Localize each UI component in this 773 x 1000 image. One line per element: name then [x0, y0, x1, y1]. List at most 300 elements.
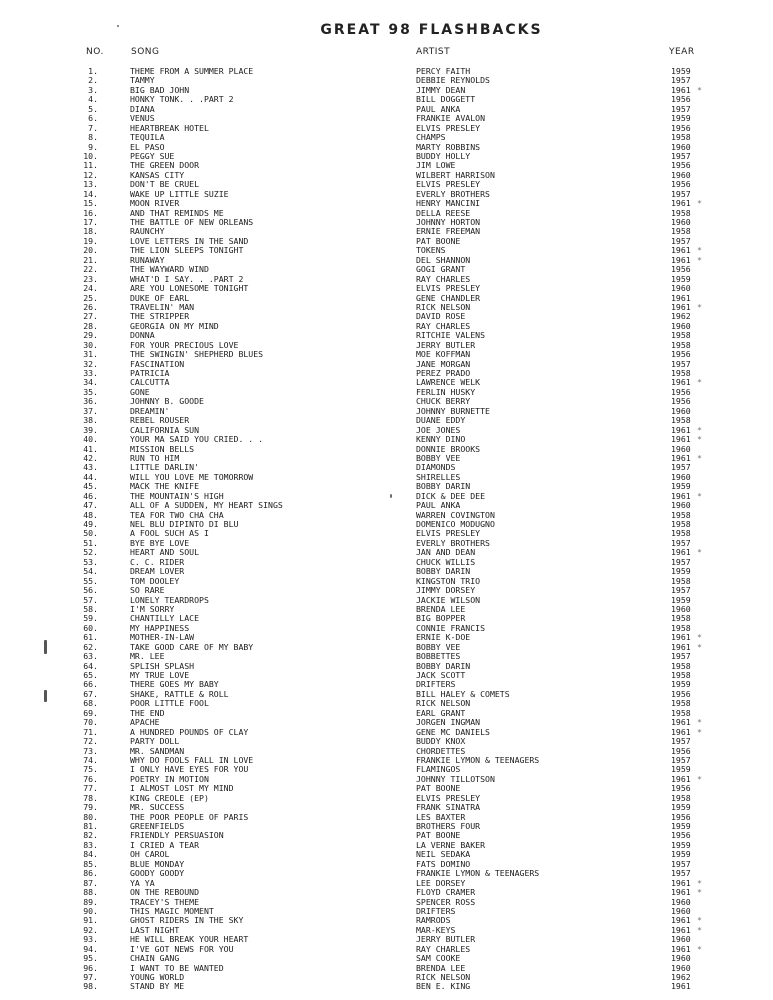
row-number: 67.	[83, 688, 98, 699]
column-header-no: NO.	[86, 47, 104, 57]
release-year: 1958	[671, 698, 691, 709]
release-year: 1961	[671, 547, 691, 558]
song-title: DON'T BE CRUEL	[130, 179, 200, 190]
table-row	[0, 765, 773, 774]
song-title: WHAT'D I SAY. . .PART 2	[130, 273, 244, 284]
release-year: 1958	[671, 132, 691, 143]
row-number: 88.	[83, 887, 98, 898]
artist-name: LAWRENCE WELK	[416, 377, 481, 388]
artist-name: FLAMINGOS	[416, 764, 461, 775]
row-number: 19.	[83, 235, 98, 246]
row-number: 59.	[83, 613, 98, 624]
song-title: JOHNNY B. GOODE	[130, 396, 204, 407]
song-title: POOR LITTLE FOOL	[130, 698, 209, 709]
song-title: GREENFIELDS	[130, 821, 185, 831]
artist-name: LES BAXTER	[416, 811, 466, 822]
release-year: 1961	[671, 981, 691, 992]
artist-name: CHAMPS	[416, 132, 446, 143]
table-row	[0, 463, 773, 472]
table-row	[0, 718, 773, 727]
artist-name: ERNIE FREEMAN	[416, 226, 481, 237]
margin-mark: *	[697, 887, 702, 898]
margin-mark: *	[697, 452, 702, 463]
artist-name: FATS DOMINO	[416, 858, 471, 869]
artist-name: SPENCER ROSS	[416, 896, 476, 907]
row-number: 56.	[83, 585, 98, 596]
row-number: 95.	[83, 953, 98, 964]
row-number: 68.	[83, 698, 98, 709]
table-row	[0, 841, 773, 850]
release-year: 1961	[671, 641, 691, 652]
table-row	[0, 152, 773, 161]
artist-name: MARTY ROBBINS	[416, 141, 481, 152]
table-row	[0, 435, 773, 444]
artist-name: JIMMY DEAN	[416, 84, 466, 95]
table-row	[0, 699, 773, 708]
table-row	[0, 76, 773, 85]
table-row	[0, 511, 773, 520]
song-title: I CRIED A TEAR	[130, 839, 200, 850]
table-row	[0, 954, 773, 963]
table-row	[0, 312, 773, 321]
song-title: KANSAS CITY	[130, 169, 185, 180]
song-title: OH CAROL	[130, 849, 170, 860]
table-row	[0, 161, 773, 170]
row-number: 55.	[83, 575, 98, 586]
row-number: 31.	[83, 349, 98, 360]
row-number: 1.	[88, 66, 98, 76]
release-year: 1959	[671, 849, 691, 860]
table-row	[0, 539, 773, 548]
row-number: 14.	[83, 188, 98, 199]
song-title: THE MOUNTAIN'S HIGH	[130, 490, 224, 501]
song-title: FASCINATION	[130, 358, 185, 369]
artist-name: JOHNNY TILLOTSON	[416, 773, 495, 784]
release-year: 1958	[671, 575, 691, 586]
song-title: CHAIN GANG	[130, 953, 180, 964]
release-year: 1958	[671, 509, 691, 520]
release-year: 1959	[671, 764, 691, 775]
artist-name: GOGI GRANT	[416, 264, 466, 275]
row-number: 77.	[83, 783, 98, 794]
song-title: LONELY TEARDROPS	[130, 594, 209, 605]
song-title: LAST NIGHT	[130, 924, 180, 935]
artist-name: BOBBETTES	[416, 651, 461, 662]
song-title: PARTY DOLL	[130, 736, 180, 747]
release-year: 1959	[671, 594, 691, 605]
row-number: 33.	[83, 368, 98, 378]
artist-name: FRANKIE LYMON & TEENAGERS	[416, 754, 540, 765]
artist-name: GENE MC DANIELS	[416, 726, 490, 737]
release-year: 1956	[671, 122, 691, 133]
artist-name: DUANE EDDY	[416, 415, 466, 426]
row-number: 92.	[83, 924, 98, 935]
song-title: VENUS	[130, 113, 155, 124]
table-row	[0, 227, 773, 236]
release-year: 1961	[671, 877, 691, 888]
row-number: 93.	[83, 934, 98, 945]
song-title: DONNA	[130, 330, 155, 341]
release-year: 1956	[671, 811, 691, 822]
song-title: BIG BAD JOHN	[130, 84, 190, 95]
margin-mark: *	[697, 924, 702, 935]
release-year: 1957	[671, 754, 691, 765]
row-number: 52.	[83, 547, 98, 558]
release-year: 1958	[671, 670, 691, 680]
release-year: 1961	[671, 377, 691, 388]
table-row	[0, 614, 773, 623]
artist-name: BOBBY DARIN	[416, 481, 471, 492]
song-title: RUNAWAY	[130, 254, 165, 265]
release-year: 1957	[671, 651, 691, 662]
release-year: 1960	[671, 405, 691, 416]
song-title: HEARTBREAK HOTEL	[130, 122, 209, 133]
table-row	[0, 350, 773, 359]
song-title: DREAM LOVER	[130, 566, 185, 577]
artist-name: RITCHIE VALENS	[416, 330, 486, 341]
scan-mark	[44, 690, 47, 702]
song-title: APACHE	[130, 717, 160, 728]
row-number: 58.	[83, 603, 98, 614]
row-number: 49.	[83, 519, 98, 529]
row-number: 37.	[83, 405, 98, 416]
table-row	[0, 237, 773, 246]
artist-name: BUDDY KNOX	[416, 736, 466, 747]
table-row	[0, 124, 773, 133]
artist-name: JOHNNY BURNETTE	[416, 405, 490, 416]
release-year: 1958	[671, 792, 691, 803]
scan-speck	[390, 494, 392, 498]
artist-name: TOKENS	[416, 245, 446, 256]
release-year: 1961	[671, 717, 691, 728]
artist-name: DOMENICO MODUGNO	[416, 519, 495, 529]
table-row	[0, 114, 773, 123]
artist-name: JAN AND DEAN	[416, 547, 476, 558]
table-row	[0, 501, 773, 510]
row-number: 15.	[83, 198, 98, 209]
row-number: 62.	[83, 641, 98, 652]
artist-name: JACK SCOTT	[416, 670, 466, 680]
column-header-year: YEAR	[669, 47, 695, 57]
table-row	[0, 907, 773, 916]
artist-name: BUDDY HOLLY	[416, 150, 471, 161]
release-year: 1961	[671, 424, 691, 435]
row-number: 34.	[83, 377, 98, 388]
row-number: 90.	[83, 905, 98, 916]
table-row	[0, 558, 773, 567]
song-title: MOTHER-IN-LAW	[130, 632, 195, 643]
artist-name: RAY CHARLES	[416, 943, 471, 954]
song-title: BYE BYE LOVE	[130, 537, 190, 548]
table-row	[0, 690, 773, 699]
row-number: 47.	[83, 500, 98, 511]
song-title: THIS MAGIC MOMENT	[130, 905, 214, 916]
release-year: 1957	[671, 188, 691, 199]
table-row	[0, 256, 773, 265]
artist-name: PAT BOONE	[416, 830, 461, 841]
table-row	[0, 633, 773, 642]
song-title: I'VE GOT NEWS FOR YOU	[130, 943, 234, 954]
song-title: HEART AND SOUL	[130, 547, 200, 558]
artist-name: BOBBY DARIN	[416, 660, 471, 671]
artist-name: CHUCK BERRY	[416, 396, 471, 407]
release-year: 1956	[671, 94, 691, 105]
song-title: DIANA	[130, 103, 155, 114]
artist-name: JACKIE WILSON	[416, 594, 481, 605]
row-number: 82.	[83, 830, 98, 841]
artist-name: JORGEN INGMAN	[416, 717, 481, 728]
song-title: TAKE GOOD CARE OF MY BABY	[130, 641, 254, 652]
release-year: 1960	[671, 500, 691, 511]
row-number: 8.	[88, 132, 98, 143]
release-year: 1961	[671, 292, 691, 303]
table-row	[0, 794, 773, 803]
release-year: 1958	[671, 622, 691, 633]
row-number: 96.	[83, 962, 98, 973]
row-number: 50.	[83, 528, 98, 539]
release-year: 1959	[671, 839, 691, 850]
artist-name: EVERLY BROTHERS	[416, 537, 490, 548]
artist-name: JOE JONES	[416, 424, 461, 435]
artist-name: FLOYD CRAMER	[416, 887, 476, 898]
artist-name: MOE KOFFMAN	[416, 349, 471, 360]
song-title: LITTLE DARLIN'	[130, 462, 200, 473]
artist-name: SHIRELLES	[416, 471, 461, 482]
release-year: 1958	[671, 339, 691, 350]
song-title: RAUNCHY	[130, 226, 165, 237]
song-title: NEL BLU DIPINTO DI BLU	[130, 519, 239, 529]
table-row	[0, 803, 773, 812]
table-row	[0, 482, 773, 491]
song-title: I WANT TO BE WANTED	[130, 962, 224, 973]
song-title: THE WAYWARD WIND	[130, 264, 209, 275]
row-number: 24.	[83, 283, 98, 294]
row-number: 44.	[83, 471, 98, 482]
row-number: 42.	[83, 452, 98, 463]
release-year: 1961	[671, 943, 691, 954]
table-row	[0, 445, 773, 454]
row-number: 78.	[83, 792, 98, 803]
table-row	[0, 426, 773, 435]
song-list	[0, 67, 773, 992]
release-year: 1961	[671, 254, 691, 265]
table-row	[0, 926, 773, 935]
table-row	[0, 322, 773, 331]
release-year: 1959	[671, 273, 691, 284]
song-title: GOODY GOODY	[130, 868, 185, 879]
artist-name: ELVIS PRESLEY	[416, 122, 481, 133]
release-year: 1961	[671, 887, 691, 898]
row-number: 80.	[83, 811, 98, 822]
release-year: 1958	[671, 707, 691, 718]
table-row	[0, 246, 773, 255]
song-title: ARE YOU LONESOME TONIGHT	[130, 283, 249, 294]
artist-name: DELLA REESE	[416, 207, 471, 218]
artist-name: ERNIE K-DOE	[416, 632, 471, 643]
row-number: 29.	[83, 330, 98, 341]
row-number: 73.	[83, 745, 98, 756]
row-number: 81.	[83, 821, 98, 831]
release-year: 1957	[671, 150, 691, 161]
song-title: EL PASO	[130, 141, 165, 152]
artist-name: DEBBIE REYNOLDS	[416, 75, 490, 86]
artist-name: LA VERNE BAKER	[416, 839, 486, 850]
artist-name: DIAMONDS	[416, 462, 456, 473]
song-title: FOR YOUR PRECIOUS LOVE	[130, 339, 239, 350]
artist-name: WARREN COVINGTON	[416, 509, 495, 520]
release-year: 1958	[671, 528, 691, 539]
row-number: 94.	[83, 943, 98, 954]
table-row	[0, 567, 773, 576]
artist-name: BIG BOPPER	[416, 613, 466, 624]
release-year: 1958	[671, 613, 691, 624]
release-year: 1957	[671, 75, 691, 86]
row-number: 27.	[83, 311, 98, 322]
table-row	[0, 275, 773, 284]
row-number: 46.	[83, 490, 98, 501]
row-number: 21.	[83, 254, 98, 265]
artist-name: RAMRODS	[416, 915, 451, 926]
artist-name: FRANKIE AVALON	[416, 113, 486, 124]
margin-mark: *	[697, 424, 702, 435]
song-title: THERE GOES MY BABY	[130, 679, 219, 690]
release-year: 1959	[671, 679, 691, 690]
table-row	[0, 171, 773, 180]
release-year: 1956	[671, 745, 691, 756]
artist-name: CHORDETTES	[416, 745, 466, 756]
row-number: 64.	[83, 660, 98, 671]
table-row	[0, 709, 773, 718]
row-number: 16.	[83, 207, 98, 218]
artist-name: BILL HALEY & COMETS	[416, 688, 510, 699]
release-year: 1959	[671, 113, 691, 124]
song-title: C. C. RIDER	[130, 556, 185, 567]
row-number: 60.	[83, 622, 98, 633]
table-row	[0, 397, 773, 406]
row-number: 65.	[83, 670, 98, 680]
song-title: STAND BY ME	[130, 981, 185, 992]
table-row	[0, 822, 773, 831]
table-row	[0, 888, 773, 897]
release-year: 1960	[671, 217, 691, 227]
artist-name: LEE DORSEY	[416, 877, 466, 888]
table-row	[0, 898, 773, 907]
release-year: 1961	[671, 301, 691, 312]
table-row	[0, 95, 773, 104]
release-year: 1956	[671, 160, 691, 171]
table-row	[0, 360, 773, 369]
row-number: 53.	[83, 556, 98, 567]
release-year: 1959	[671, 802, 691, 813]
row-number: 23.	[83, 273, 98, 284]
song-title: I'M SORRY	[130, 603, 175, 614]
row-number: 61.	[83, 632, 98, 643]
song-title: PATRICIA	[130, 368, 170, 378]
release-year: 1960	[671, 603, 691, 614]
song-title: THE STRIPPER	[130, 311, 190, 322]
release-year: 1956	[671, 688, 691, 699]
table-row	[0, 294, 773, 303]
table-row	[0, 473, 773, 482]
artist-name: JANE MORGAN	[416, 358, 471, 369]
row-number: 43.	[83, 462, 98, 473]
song-title: BLUE MONDAY	[130, 858, 185, 869]
table-row	[0, 831, 773, 840]
table-row	[0, 850, 773, 859]
song-title: MR. SUCCESS	[130, 802, 185, 813]
table-row	[0, 388, 773, 397]
table-row	[0, 218, 773, 227]
song-title: AND THAT REMINDS ME	[130, 207, 224, 218]
table-row	[0, 86, 773, 95]
margin-mark: *	[697, 434, 702, 445]
release-year: 1958	[671, 519, 691, 529]
margin-mark: *	[697, 198, 702, 209]
artist-name: DEL SHANNON	[416, 254, 471, 265]
artist-name: BILL DOGGETT	[416, 94, 476, 105]
margin-mark: *	[697, 641, 702, 652]
song-title: YOUR MA SAID YOU CRIED. . .	[130, 434, 264, 445]
table-row	[0, 577, 773, 586]
artist-name: PAT BOONE	[416, 235, 461, 246]
table-row	[0, 454, 773, 463]
table-row	[0, 935, 773, 944]
release-year: 1961	[671, 924, 691, 935]
artist-name: DRIFTERS	[416, 679, 456, 690]
artist-name: MAR-KEYS	[416, 924, 456, 935]
table-row	[0, 775, 773, 784]
margin-mark: *	[697, 773, 702, 784]
margin-mark: *	[697, 490, 702, 501]
song-title: DREAMIN'	[130, 405, 170, 416]
table-row	[0, 586, 773, 595]
song-title: TEQUILA	[130, 132, 165, 143]
table-row	[0, 416, 773, 425]
row-number: 86.	[83, 868, 98, 879]
artist-name: CHUCK WILLIS	[416, 556, 476, 567]
row-number: 83.	[83, 839, 98, 850]
release-year: 1957	[671, 858, 691, 869]
release-year: 1960	[671, 934, 691, 945]
table-row	[0, 973, 773, 982]
table-row	[0, 341, 773, 350]
song-title: KING CREOLE (EP)	[130, 792, 209, 803]
release-year: 1957	[671, 556, 691, 567]
artist-name: RICK NELSON	[416, 972, 471, 982]
artist-name: ELVIS PRESLEY	[416, 179, 481, 190]
song-title: MR. LEE	[130, 651, 165, 662]
artist-name: EARL GRANT	[416, 707, 466, 718]
row-number: 10.	[83, 150, 98, 161]
release-year: 1959	[671, 66, 691, 76]
song-title: TAMMY	[130, 75, 155, 86]
row-number: 54.	[83, 566, 98, 577]
margin-mark: *	[697, 915, 702, 926]
artist-name: ELVIS PRESLEY	[416, 283, 481, 294]
column-header-song: SONG	[131, 47, 160, 57]
song-title: MISSION BELLS	[130, 443, 195, 454]
table-row	[0, 945, 773, 954]
release-year: 1960	[671, 471, 691, 482]
release-year: 1961	[671, 434, 691, 445]
artist-name: JIM LOWE	[416, 160, 456, 171]
release-year: 1957	[671, 103, 691, 114]
table-row	[0, 492, 773, 501]
scan-speck	[117, 25, 119, 27]
column-header-artist: ARTIST	[416, 47, 451, 57]
scan-mark	[44, 640, 47, 654]
song-title: PEGGY SUE	[130, 150, 175, 161]
